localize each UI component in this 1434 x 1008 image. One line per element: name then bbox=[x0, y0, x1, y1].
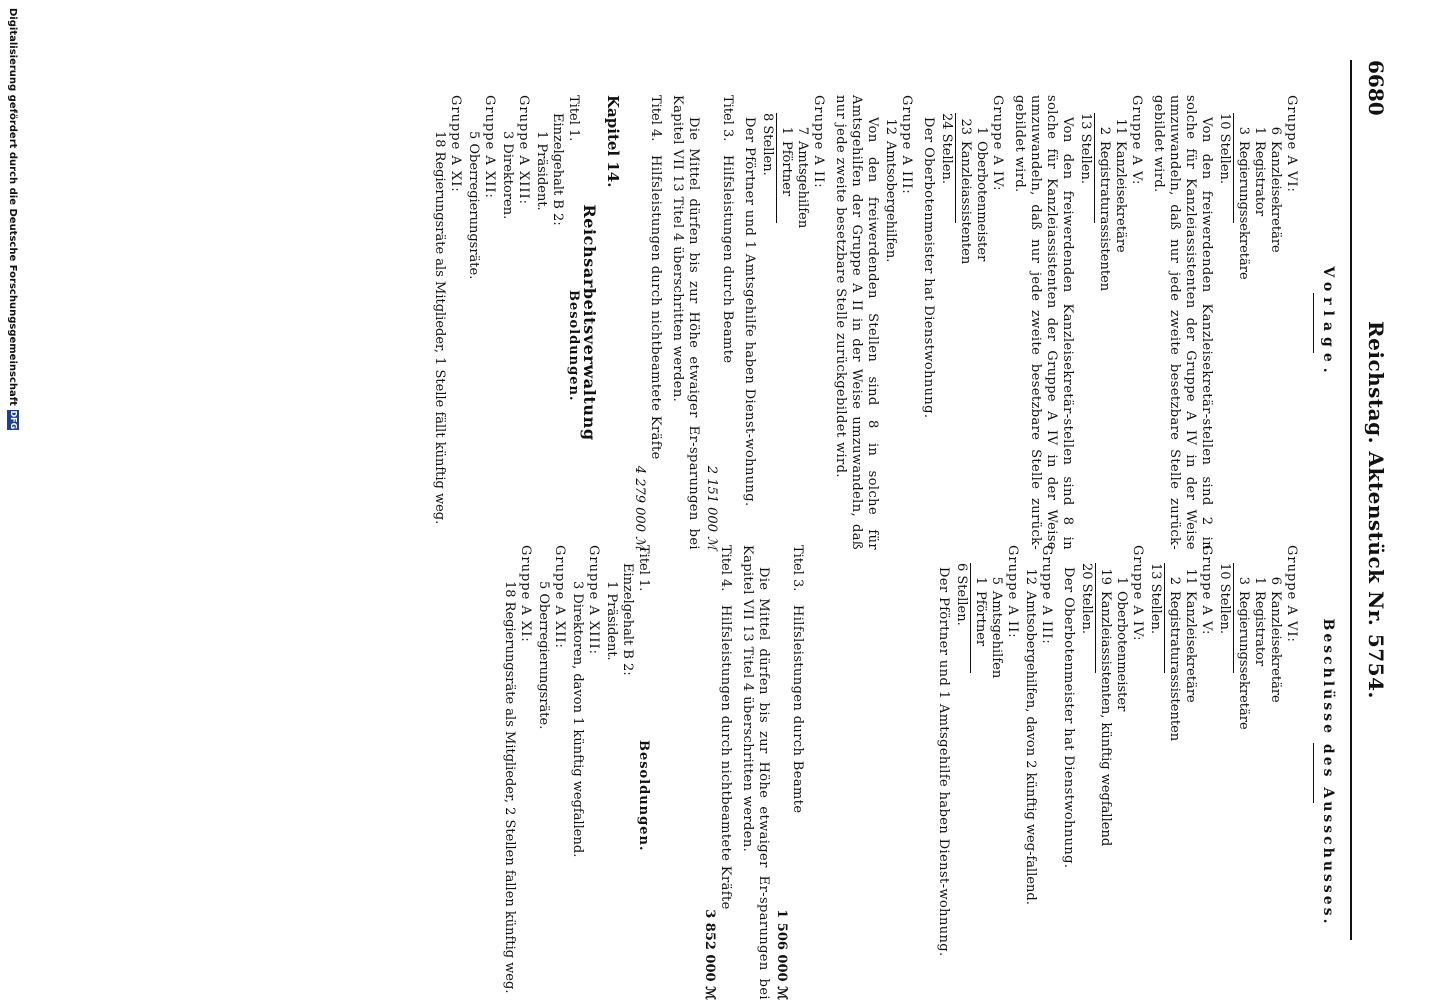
sum-line: 8 Stellen. bbox=[760, 113, 775, 176]
titel-amount: 3 852 000 ℳ bbox=[702, 909, 717, 1000]
gruppe-item bbox=[1022, 545, 1038, 1000]
titel-1 bbox=[565, 95, 581, 550]
paragraph: Der Oberbotenmeister hat Dienstwohnung. bbox=[1061, 567, 1076, 869]
item-count: 23 bbox=[958, 118, 973, 135]
titel-label: Titel 1. bbox=[566, 95, 581, 142]
sum-rule bbox=[1094, 113, 1095, 223]
item-count: 7 bbox=[795, 126, 810, 135]
sum-line: 13 Stellen. bbox=[1078, 113, 1093, 185]
besoldungen-heading: Besoldungen. bbox=[636, 739, 651, 852]
item-label: Pförtner bbox=[779, 141, 794, 197]
item-label: Amtsobergehilfen. bbox=[883, 141, 898, 263]
gruppe-item bbox=[973, 95, 989, 550]
gruppe-line: 18 Regierungsräte als Mitglieder, 2 Stellen fallen künftig weg. bbox=[502, 581, 517, 994]
gruppe-block bbox=[882, 95, 914, 550]
praesident-line: 1 Präsident. bbox=[604, 581, 619, 661]
titel-label: Titel 3. bbox=[790, 545, 805, 592]
gruppe-heading: Gruppe A IV: bbox=[1130, 545, 1145, 642]
footer-text: Digitalisierung gefördert durch die Deutsche Forschungsgemeinschaft bbox=[7, 8, 19, 406]
item-count: 1 bbox=[1114, 576, 1129, 585]
gruppe-heading: Gruppe A IV: bbox=[990, 95, 1005, 192]
paragraph: Der Oberbotenmeister hat Dienstwohnung. bbox=[921, 117, 936, 419]
left-groups bbox=[741, 95, 1299, 550]
item-label: Oberbotenmeister bbox=[1114, 591, 1129, 712]
item-count: 2 bbox=[1097, 126, 1112, 135]
item-label: Oberbotenmeister bbox=[974, 141, 989, 262]
sum-line: 24 Stellen. bbox=[939, 113, 954, 185]
gruppe-block bbox=[501, 545, 533, 1000]
item-count: 3 bbox=[1236, 576, 1251, 585]
gruppe-heading: Gruppe A XII: bbox=[482, 95, 497, 199]
right-groups bbox=[935, 545, 1299, 1000]
gruppe-heading: Gruppe A VI: bbox=[1284, 545, 1299, 643]
item-count: 3 bbox=[1236, 126, 1251, 135]
titel-text: Hilfsleistungen durch Beamte bbox=[720, 155, 735, 364]
column-vorlage bbox=[431, 95, 1342, 550]
titel-amount: 1 506 000 ℳ bbox=[774, 909, 789, 1000]
gruppe-item bbox=[1182, 545, 1198, 1000]
left-groups-b bbox=[431, 95, 531, 550]
titel-3 bbox=[789, 545, 805, 1000]
paragraph: Der Pförtner und 1 Amtsgehilfe haben Dienst-wohnung. bbox=[936, 567, 951, 957]
sum-line: 10 Stellen. bbox=[1217, 113, 1232, 185]
item-count: 2 bbox=[1167, 576, 1182, 585]
item-label: Pförtner bbox=[973, 591, 988, 647]
kapitel-heading: Kapitel 14. bbox=[604, 95, 622, 188]
gruppe-line: 3 Direktoren, davon 1 künftig wegfallend. bbox=[570, 581, 585, 858]
titel-label: Titel 4. bbox=[718, 545, 733, 592]
item-count: 12 bbox=[883, 118, 898, 135]
gruppe-block bbox=[535, 545, 567, 1000]
gruppe-line: 5 Oberregierungsräte. bbox=[536, 581, 551, 730]
titel-3 bbox=[719, 95, 735, 550]
paragraph: Von den freiwerdenden Kanzleisekretär-stellen sind 8 in solche für Kanzleiassistenten der Gruppe A IV in der Weise umzuwandeln, daß nur jede zweite besetzbare Stelle zurück-gebildet wird. bbox=[1012, 95, 1075, 550]
item-count: 11 bbox=[1113, 118, 1128, 135]
item-label: Kanzleisekretäre bbox=[1183, 591, 1198, 703]
column-beschluesse bbox=[501, 545, 1342, 1000]
item-count: 1 bbox=[1252, 126, 1267, 135]
gruppe-item bbox=[1096, 95, 1112, 550]
gruppe-block bbox=[465, 95, 497, 550]
gruppe-block bbox=[1022, 545, 1054, 1000]
gruppe-heading: Gruppe A III: bbox=[1039, 545, 1054, 645]
item-label: Kanzleiassistenten, künftig wegfallend bbox=[1098, 591, 1113, 847]
paragraph: Die Mittel dürfen bis zur Höhe etwaiger Er-sparungen bei Kapitel VII 13 Titel 4 überschritten werden. bbox=[740, 545, 771, 1000]
title-rule bbox=[1313, 293, 1314, 353]
gruppe-item bbox=[1166, 545, 1182, 1000]
gruppe-block bbox=[1077, 95, 1144, 550]
gruppe-block bbox=[938, 95, 1005, 550]
gruppe-item bbox=[1251, 545, 1267, 1000]
gruppe-item bbox=[882, 95, 898, 550]
gruppe-line: 18 Regierungsräte als Mitglieder, 1 Stelle fällt künftig weg. bbox=[432, 131, 447, 525]
sum-line: 10 Stellen. bbox=[1217, 563, 1232, 635]
einzelgehalt: Einzelgehalt B 2: bbox=[620, 563, 635, 676]
titel-4 bbox=[647, 95, 663, 550]
sum-rule bbox=[970, 563, 971, 673]
item-label: Regierungssekretäre bbox=[1236, 591, 1251, 730]
item-count: 6 bbox=[1268, 126, 1283, 135]
sum-rule bbox=[1233, 113, 1234, 223]
titel-amount: 2 151 000 ℳ bbox=[704, 465, 719, 550]
gruppe-block bbox=[1216, 95, 1299, 550]
titel-label: Titel 4. bbox=[648, 95, 663, 142]
gruppe-heading: Gruppe A V: bbox=[1129, 95, 1144, 186]
dfg-logo-icon: DFG bbox=[9, 410, 18, 430]
sum-rule bbox=[776, 113, 777, 223]
item-label: Registrator bbox=[1252, 141, 1267, 217]
gruppe-block bbox=[569, 545, 601, 1000]
gruppe-item bbox=[1235, 95, 1251, 550]
gruppe-heading: Gruppe A III: bbox=[899, 95, 914, 195]
titel-1 bbox=[635, 545, 651, 1000]
gruppe-item bbox=[1267, 545, 1283, 1000]
gruppe-heading: Gruppe A V: bbox=[1199, 545, 1214, 636]
gruppe-item bbox=[1267, 95, 1283, 550]
titel-text: Hilfsleistungen durch nichtbeamtete Kräfte bbox=[718, 605, 733, 910]
gruppe-block bbox=[431, 95, 463, 550]
gruppe-block bbox=[1147, 545, 1214, 1000]
titel-label: Titel 1. bbox=[636, 545, 651, 592]
item-label: Registraturassistenten bbox=[1097, 141, 1112, 292]
gruppe-line: 3 Direktoren. bbox=[500, 131, 515, 220]
gruppe-item bbox=[778, 95, 794, 550]
sum-rule bbox=[1095, 563, 1096, 673]
gruppe-item bbox=[957, 95, 973, 550]
gruppe-block bbox=[953, 545, 1020, 1000]
page-header bbox=[1354, 60, 1394, 960]
sum-rule bbox=[955, 113, 956, 223]
paragraph: Der Pförtner und 1 Amtsgehilfe haben Dienst-wohnung. bbox=[742, 117, 757, 507]
item-count: 5 bbox=[989, 576, 1004, 585]
kapitel-title: Reichsarbeitsverwaltung bbox=[580, 204, 599, 441]
paragraph: Die Mittel dürfen bis zur Höhe etwaiger Er-sparungen bei Kapitel VII 13 Titel 4 überschritten werden. bbox=[670, 95, 701, 550]
item-label: Amtsobergehilfen, davon 2 künftig weg-fallend. bbox=[1023, 591, 1038, 905]
item-label: Amtsgehilfen bbox=[795, 141, 810, 229]
paragraph: Von den freiwerdenden Stellen sind 8 in solche für Amtsgehilfen der Gruppe A II in der Weise umzuwandeln, daß nur jede zweite besetzbare Stelle zurückgebildet wird. bbox=[833, 95, 880, 550]
item-count: 1 bbox=[779, 126, 794, 135]
right-groups-b bbox=[501, 545, 601, 1000]
gruppe-item bbox=[1235, 545, 1251, 1000]
gruppe-line: 5 Oberregierungsräte. bbox=[466, 131, 481, 280]
gruppe-block bbox=[1078, 545, 1145, 1000]
column-title: Vorlage. bbox=[1320, 266, 1336, 379]
titel-text: Hilfsleistungen durch Beamte bbox=[790, 605, 805, 814]
gruppe-heading: Gruppe A XIII: bbox=[586, 545, 601, 656]
item-label: Registraturassistenten bbox=[1167, 591, 1182, 742]
item-label: Kanzleiassistenten bbox=[958, 141, 973, 265]
item-count: 12 bbox=[1023, 568, 1038, 585]
sum-line: 20 Stellen. bbox=[1079, 563, 1094, 635]
sum-line: 13 Stellen. bbox=[1148, 563, 1163, 635]
besoldungen-heading: Besoldungen. bbox=[566, 289, 581, 402]
digitization-footer bbox=[0, 0, 26, 1008]
praesident-line: 1 Präsident. bbox=[534, 131, 549, 211]
gruppe-item bbox=[972, 545, 988, 1000]
gruppe-heading: Gruppe A II: bbox=[811, 95, 826, 189]
title-rule bbox=[1313, 743, 1314, 803]
sum-rule bbox=[1233, 563, 1234, 673]
item-count: 19 bbox=[1098, 568, 1113, 585]
gruppe-heading: Gruppe A VI: bbox=[1284, 95, 1299, 193]
gruppe-heading: Gruppe A XII: bbox=[552, 545, 567, 649]
item-count: 1 bbox=[973, 576, 988, 585]
item-count: 11 bbox=[1183, 568, 1198, 585]
gruppe-item bbox=[794, 95, 810, 550]
gruppe-item bbox=[988, 545, 1004, 1000]
gruppe-item bbox=[1251, 95, 1267, 550]
titel-label: Titel 3. bbox=[720, 95, 735, 142]
item-label: Registrator bbox=[1252, 591, 1267, 667]
item-label: Kanzleisekretäre bbox=[1113, 141, 1128, 253]
titel-amount: 4 279 000 ℳ bbox=[632, 465, 647, 550]
gruppe-block bbox=[1216, 545, 1299, 1000]
gruppe-heading: Gruppe A XI: bbox=[518, 545, 533, 643]
gruppe-heading: Gruppe A XIII: bbox=[516, 95, 531, 206]
item-label: Regierungssekretäre bbox=[1236, 141, 1251, 280]
item-count: 1 bbox=[974, 126, 989, 135]
gruppe-item bbox=[1097, 545, 1113, 1000]
sum-rule bbox=[1164, 563, 1165, 673]
gruppe-heading: Gruppe A XI: bbox=[448, 95, 463, 193]
item-count: 6 bbox=[1268, 576, 1283, 585]
titel-4 bbox=[717, 545, 733, 1000]
gruppe-block bbox=[499, 95, 531, 550]
gruppe-item bbox=[1112, 95, 1128, 550]
document-heading: Reichstag. Aktenstück Nr. 5754. bbox=[1364, 321, 1388, 699]
column-title: Beschlüsse des Ausschusses. bbox=[1320, 618, 1336, 927]
page-number: 6680 bbox=[1364, 60, 1388, 116]
item-label: Amtsgehilfen bbox=[989, 591, 1004, 679]
header-rule bbox=[1350, 60, 1352, 940]
einzelgehalt: Einzelgehalt B 2: bbox=[550, 113, 565, 226]
gruppe-item bbox=[1113, 545, 1129, 1000]
paragraph: Von den freiwerdenden Kanzleisekretär-stellen sind 2 in solche für Kanzleiassistenten der Gruppe A IV in der Weise umzuwandeln, daß nur jede zweite besetzbare Stelle zurück-gebildet wird. bbox=[1151, 95, 1214, 550]
sum-line: 6 Stellen. bbox=[954, 563, 969, 626]
item-count: 1 bbox=[1252, 576, 1267, 585]
gruppe-heading: Gruppe A II: bbox=[1005, 545, 1020, 639]
item-label: Kanzleisekretäre bbox=[1268, 591, 1283, 703]
titel-text: Hilfsleistungen durch nichtbeamtete Kräfte bbox=[648, 155, 663, 460]
gruppe-block bbox=[759, 95, 826, 550]
item-label: Kanzleisekretäre bbox=[1268, 141, 1283, 253]
